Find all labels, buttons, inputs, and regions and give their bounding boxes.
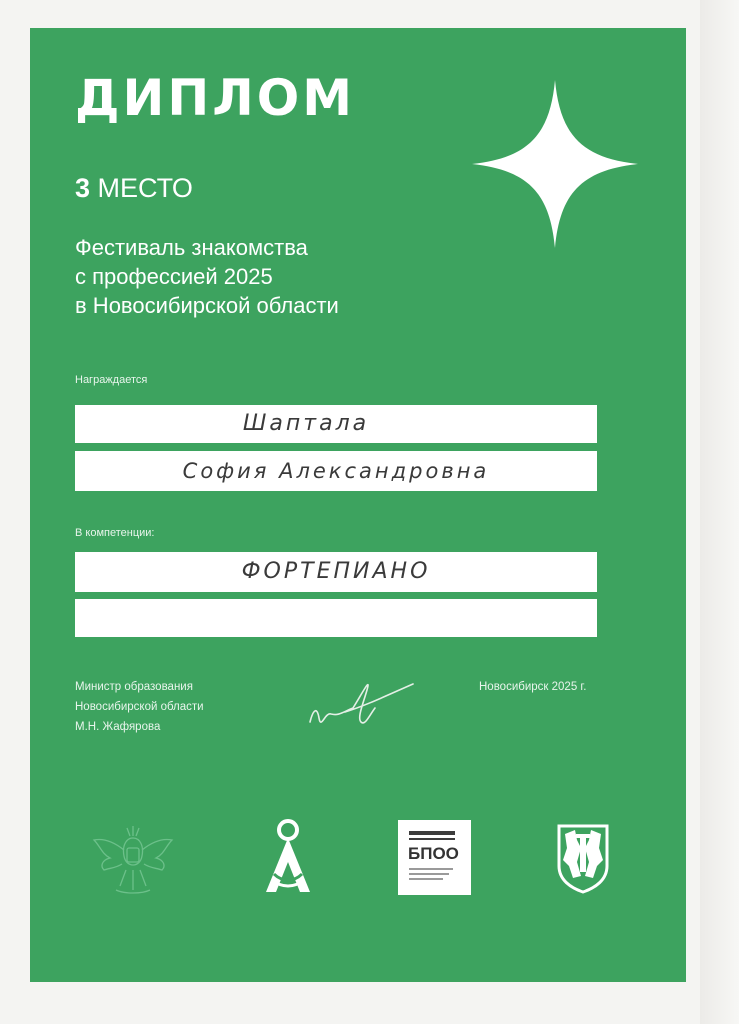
bpoo-bar (409, 838, 455, 840)
bpoo-logo-icon (398, 820, 471, 895)
paper-edge (700, 0, 739, 1024)
festival-name (75, 233, 475, 320)
four-point-star-icon (472, 80, 638, 248)
surname-field (75, 405, 597, 443)
bpoo-text: БПОО (408, 844, 459, 863)
given-names-value: София Александровна (182, 459, 490, 483)
place-heading (75, 172, 193, 204)
place-number: 3 (75, 173, 91, 203)
given-names-field (75, 451, 597, 491)
competence-field-2 (75, 599, 597, 637)
signer-line: Министр образования (75, 681, 193, 693)
surname-value: Шаптала (242, 411, 370, 436)
compass-logo-icon (262, 818, 314, 894)
signature-icon (305, 672, 415, 738)
festival-line: с профессией 2025 (75, 264, 273, 289)
signer-line: Новосибирской области (75, 701, 204, 713)
bpoo-small-lines (409, 868, 459, 883)
novosibirsk-coat-of-arms-icon (555, 822, 611, 894)
place-word: МЕСТО (97, 173, 193, 203)
competence-label: В компетенции: (75, 527, 155, 539)
competence-value: ФОРТЕПИАНО (241, 559, 431, 584)
signer-line: М.Н. Жафярова (75, 721, 161, 733)
diploma-card (30, 28, 686, 982)
bpoo-bar (409, 831, 455, 835)
festival-line: Фестиваль знакомства (75, 235, 308, 260)
russian-eagle-emblem-icon (90, 824, 176, 898)
signer-block (75, 677, 204, 737)
diploma-title: ДИПЛОМ (75, 69, 356, 127)
city-date: Новосибирск 2025 г. (479, 681, 587, 693)
competence-field (75, 552, 597, 592)
awarded-label: Награждается (75, 374, 148, 386)
festival-line: в Новосибирской области (75, 293, 339, 318)
